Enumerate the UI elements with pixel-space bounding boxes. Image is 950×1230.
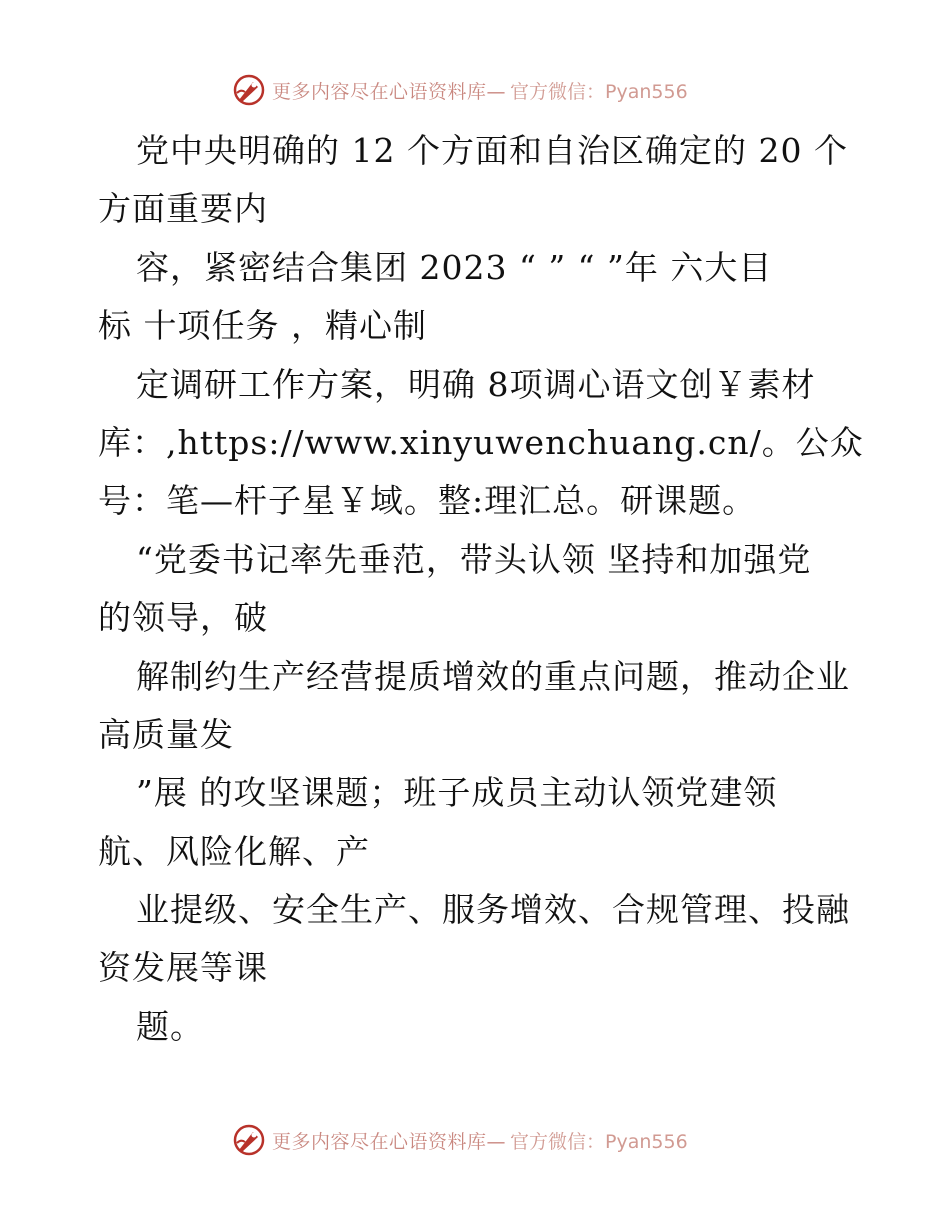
- banner-text: 更多内容尽在心语资料库—: [272, 1130, 507, 1153]
- header-banner: [232, 72, 732, 108]
- paragraph-line: ”展 的攻坚课题；班子成员主动认领党建领: [136, 773, 778, 813]
- paragraph-line: 解制约生产经营提质增效的重点问题，推动企业: [136, 656, 850, 696]
- banner-wechat: 官方微信：Pyan556: [510, 1130, 688, 1153]
- paragraph-line: 库：,https://www.xinyuwenchuang.cn/。公众: [98, 422, 864, 462]
- banner-text: 更多内容尽在心语资料库—: [272, 80, 507, 103]
- paragraph-line: 方面重要内: [98, 189, 268, 229]
- paragraph-line: 标 十项任务 ，精心制: [98, 306, 427, 346]
- paragraph-line: 题。: [136, 1006, 204, 1046]
- pen-nib-logo-icon: [232, 1123, 266, 1157]
- paragraph-line: “党委书记率先垂范，带头认领 坚持和加强党: [136, 539, 812, 579]
- paragraph-line: 高质量发: [98, 714, 234, 754]
- paragraph-line: 航、风险化解、产: [98, 831, 370, 871]
- paragraph-line: 的领导，破: [98, 598, 268, 638]
- document-body: [98, 122, 878, 1056]
- paragraph-line: 号：笔—杆子星￥域。整:理汇总。研课题。: [98, 481, 757, 521]
- pen-nib-logo-icon: [232, 73, 266, 107]
- paragraph-line: 定调研工作方案，明确 8项调心语文创￥素材: [136, 364, 816, 404]
- paragraph-line: 业提级、安全生产、服务增效、合规管理、投融: [136, 890, 850, 930]
- paragraph-line: 资发展等课: [98, 948, 268, 988]
- banner-wechat: 官方微信：Pyan556: [510, 80, 688, 103]
- paragraph-line: 容，紧密结合集团 2023 “ ” “ ”年 六大目: [136, 247, 773, 287]
- footer-banner: [232, 1122, 732, 1158]
- paragraph-line: 党中央明确的 12 个方面和自治区确定的 20 个: [136, 131, 848, 170]
